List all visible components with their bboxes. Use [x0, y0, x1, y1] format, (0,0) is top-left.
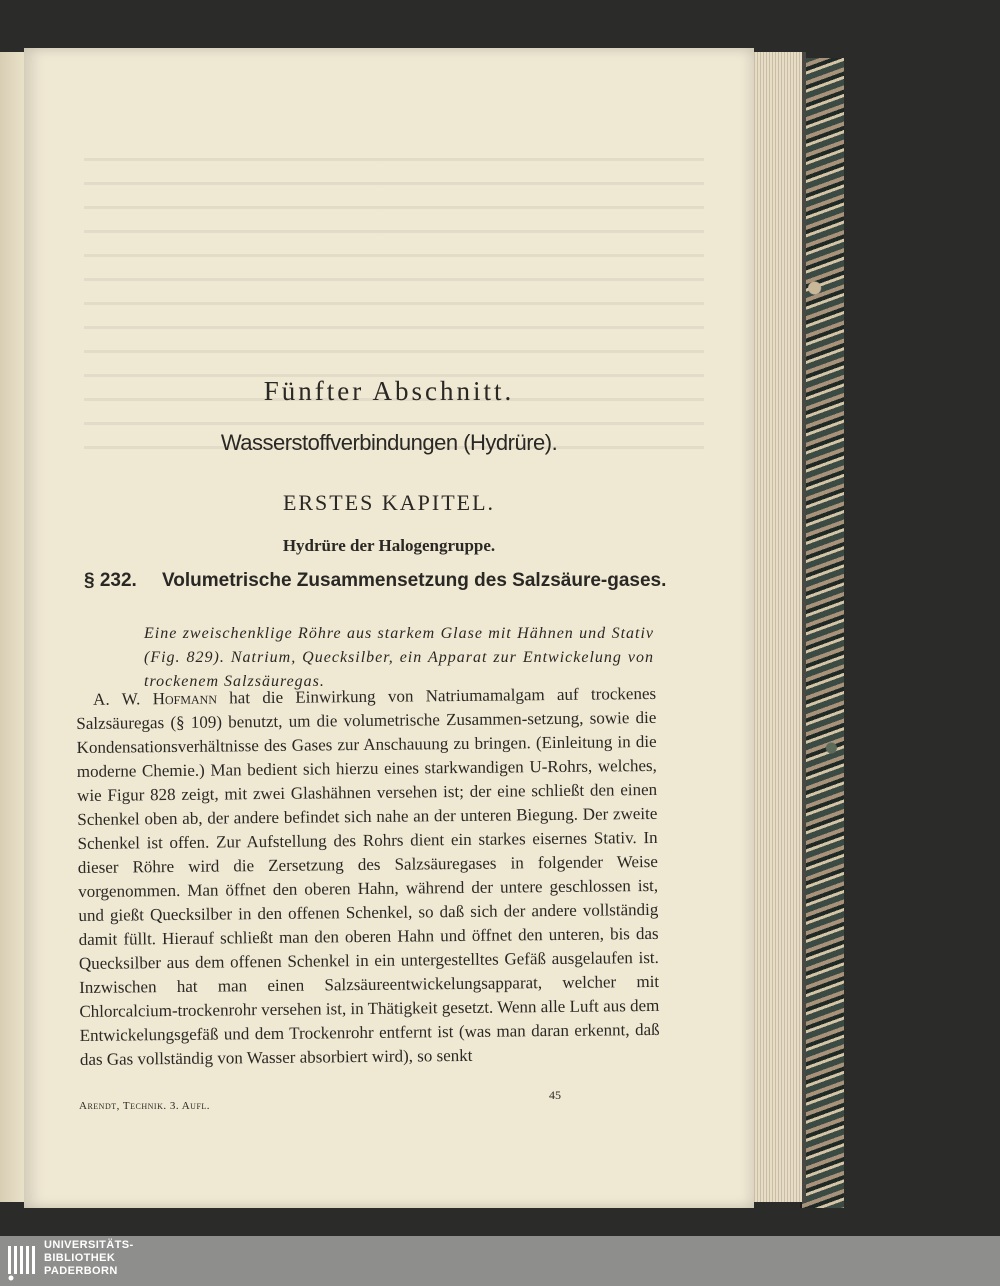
footer-signature: Arendt, Technik. 3. Aufl. [79, 1100, 211, 1112]
paragraph-heading [84, 570, 704, 592]
page-stack-edge [752, 52, 802, 1202]
section-subtitle: Wasserstoffverbindungen (Hydrüre). [220, 430, 558, 455]
left-page-edge [0, 52, 26, 1202]
body-author: A. W. Hofmann [93, 688, 218, 709]
library-footer-bar [0, 1236, 1000, 1286]
section-title: Fünfter Abschnitt. [263, 376, 515, 406]
footer-sheet-number: 45 [549, 1088, 561, 1102]
library-logo-text [44, 1239, 134, 1278]
chapter-title: ERSTES KAPITEL. [282, 490, 496, 515]
body-paragraph: hat die Einwirkung von Natriumamalgam auf trockenes Salzsäuregas (§ 109) benutzt, um die volumetrische Zusammen-setzung, sowie die Kondensationsverhältnisse des Gases zur Anschauung zu bringen. (Einleitung in die moderne Chemie.) Man bedient sich hierzu eines starkwandigen U-Rohrs, welches, wie Figur 828 zeigt, mit zwei Glashähnen versehen ist; der eine schließt den einen Schenkel oben ab, der andere befindet sich nahe an der unteren Biegung. Der zweite Schenkel ist offen. Zur Aufstellung des Rohrs dient ein starkes eisernes Stativ. In dieser Röhre wird die Zersetzung des Salzsäuregases in folgender Weise vorgenommen. Man öffnet den oberen Hahn, während der untere geschlossen ist, und gießt Quecksilber in den offenen Schenkel, so daß sich der andere vollständig damit füllt. Hierauf schließt man den oberen Hahn und öffnet den unteren, bis das Quecksilber aus dem offenen Schenkel in ein untergestelltes Gefäß ausgelaufen ist. Inzwischen hat man einen Salzsäureentwickelungsapparat, welcher mit Chlorcalcium-trockenrohr versehen ist, in Thätigkeit gesetzt. Wenn alle Luft aus dem Entwickelungsgefäß und dem Trockenrohr entfernt ist (was man daran erkennt, daß das Gas vollständig von Wasser absorbiert wird), so senkt [76, 683, 660, 1069]
show-through-text [84, 158, 704, 458]
library-logo-icon [6, 1242, 40, 1282]
paragraph-title: Volumetrische Zusammensetzung des Salzsäure-gases. [162, 570, 667, 591]
book-page [24, 48, 754, 1208]
library-line-1: UNIVERSITÄTS- [44, 1239, 134, 1251]
chapter-subtitle: Hydrüre der Halogengruppe. [282, 536, 496, 555]
library-line-2: BIBLIOTHEK [44, 1252, 116, 1264]
paragraph-abstract: Eine zweischenklige Röhre aus starkem Glase mit Hähnen und Stativ (Fig. 829). Natrium, Quecksilber, ein Apparat zur Entwickelung von trockenem Salzsäuregas. [144, 625, 654, 690]
body-text [76, 682, 660, 1072]
marbled-cover-edge [800, 58, 844, 1208]
paragraph-number: § 232. [84, 570, 137, 591]
library-line-3: PADERBORN [44, 1265, 118, 1277]
